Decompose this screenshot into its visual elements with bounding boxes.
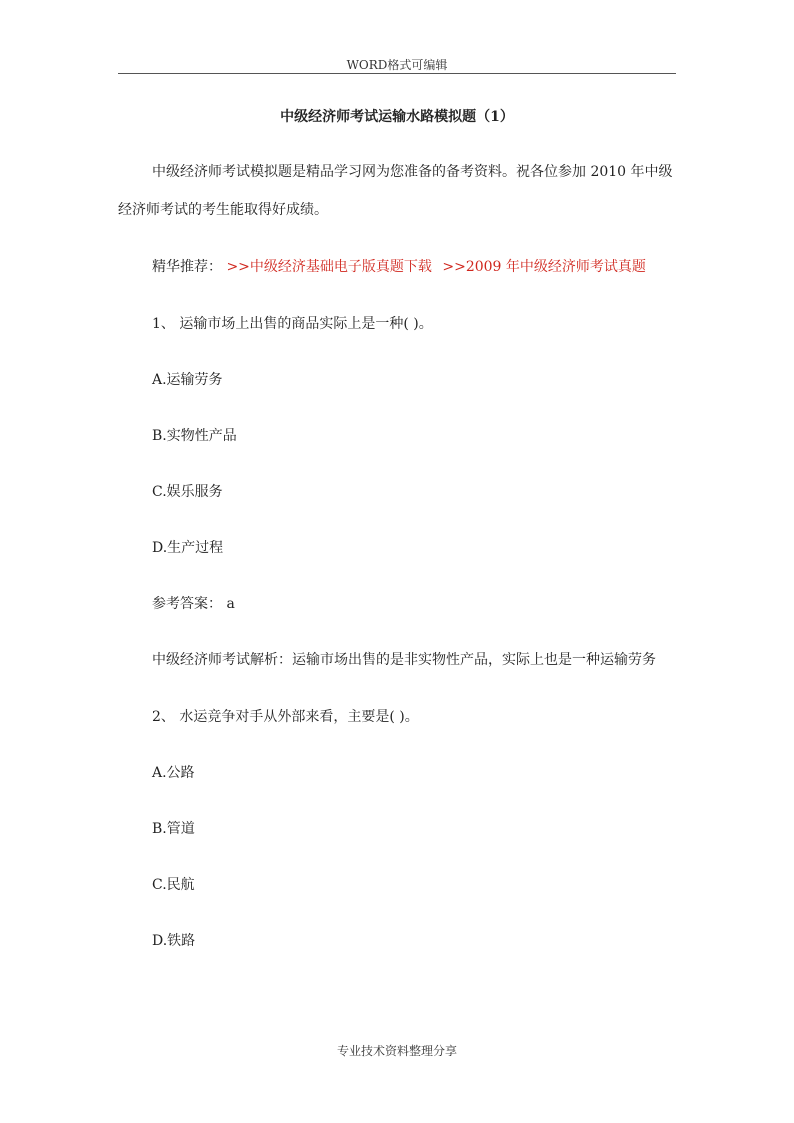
q1-answer [152,593,235,613]
q1-option-a: A.运输劳务 [152,372,223,388]
recommend-label: 精华推荐： [152,259,222,275]
link-economics-basics-download[interactable]: >>中级经济基础电子版真题下载 [226,259,432,275]
answer-value: a [226,596,235,612]
link-2009-exam-papers[interactable]: >>2009 年中级经济师考试真题 [442,259,646,275]
page-header: WORD格式可编辑 [346,58,448,72]
intro-paragraph: 中级经济师考试模拟题是精品学习网为您准备的备考资料。祝各位参加 2010 年中级经济师考试的考生能取得好成绩。 [118,164,673,218]
q1-analysis: 中级经济师考试解析：运输市场出售的是非实物性产品，实际上也是一种运输劳务 [152,652,656,668]
page-footer: 专业技术资料整理分享 [336,1044,457,1058]
q2-option-b: B.管道 [152,821,195,837]
q1-option-b: B.实物性产品 [152,428,237,444]
recommend-line [152,256,646,276]
document-title: 中级经济师考试运输水路模拟题（1） [280,109,514,125]
header-rule [118,73,676,74]
q2-option-c: C.民航 [152,877,195,893]
question-1: 1、 运输市场上出售的商品实际上是一种( )。 [152,316,433,332]
q2-option-a: A.公路 [152,765,195,781]
question-2: 2、 水运竞争对手从外部来看，主要是( )。 [152,709,419,725]
q2-option-d: D.铁路 [152,933,196,949]
q1-option-d: D.生产过程 [152,540,224,556]
answer-label: 参考答案： [152,596,222,612]
q1-option-c: C.娱乐服务 [152,484,223,500]
